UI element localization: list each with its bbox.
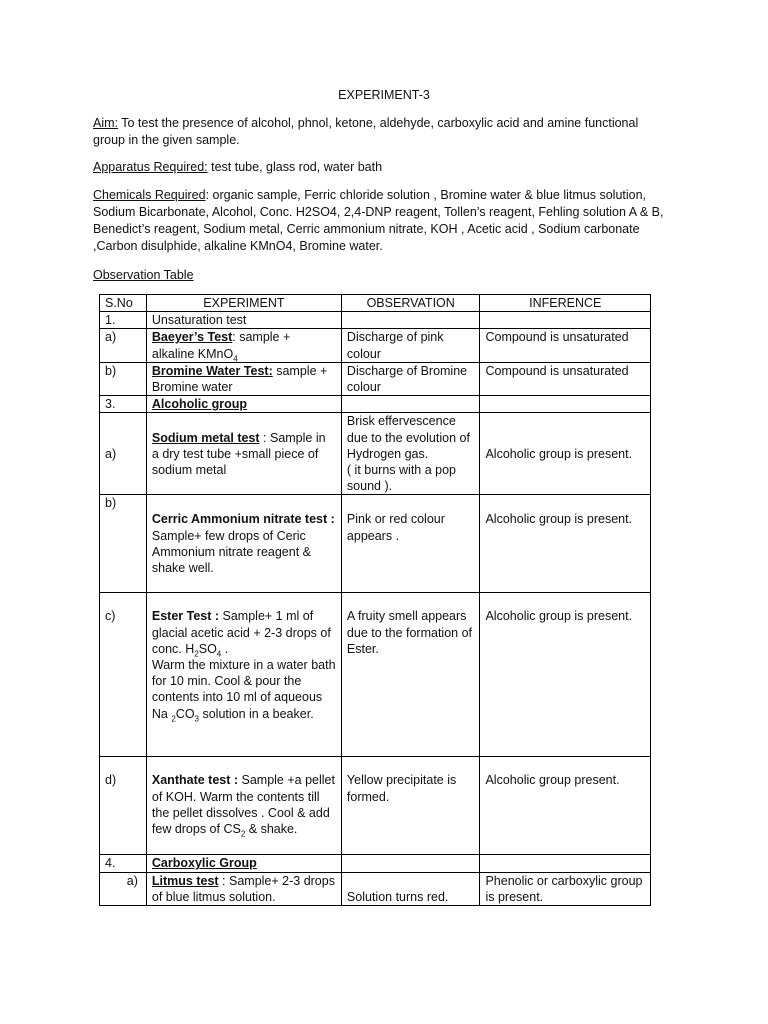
aim-text: To test the presence of alcohol, phnol, ketone, aldehyde, carboxylic acid and amine functional group in the given sample.	[93, 116, 639, 147]
row-number: d)	[100, 757, 147, 855]
apparatus-label: Apparatus Required:	[93, 160, 208, 174]
observation-cell: Discharge of pink colour	[341, 329, 480, 362]
observation-cell: Yellow precipitate is formed.	[341, 757, 480, 855]
section-title: Unsaturation test	[146, 312, 341, 329]
inference-cell: Compound is unsaturated	[480, 362, 651, 395]
chemicals-text: : organic sample, Ferric chloride solution , Bromine water & blue litmus solution, Sodium Bicarbonate, Alcohol, Conc. H2SO4, 2,4-DNP reagent, Tollen’s reagent, Fehling solution A & B, Benedict’s reagent, Sodium metal, Cerric ammonium nitrate, KOH , Acetic acid , Sodium carbonate ,Carbon disulphide, alkaline KMnO4, Bromine water.	[93, 188, 664, 253]
apparatus-text: test tube, glass rod, water bath	[207, 160, 383, 174]
table-row	[100, 872, 651, 905]
row-number: b)	[100, 362, 147, 395]
table-row	[100, 413, 651, 495]
table-row	[100, 396, 651, 413]
table-row	[100, 312, 651, 329]
aim-label: Aim:	[93, 116, 118, 130]
header-sno: S.No	[100, 295, 147, 312]
observation-cell: A fruity smell appears due to the formation of Ester.	[341, 593, 480, 757]
header-experiment: EXPERIMENT	[146, 295, 341, 312]
experiment-cell: Sodium metal test : Sample in a dry test tube +small piece of sodium metal	[146, 413, 341, 495]
inference-cell: Alcoholic group is present.	[480, 593, 651, 757]
test-name: Ester Test :	[151, 609, 220, 624]
row-number: 4.	[100, 855, 147, 872]
row-number: 1.	[100, 312, 147, 329]
observation-cell: Brisk effervescence due to the evolution of Hydrogen gas. ( it burns with a pop sound ).	[341, 413, 480, 495]
inference-cell: Alcoholic group present.	[480, 757, 651, 855]
observation-cell: Pink or red colour appears .	[341, 495, 480, 593]
experiment-cell: Bromine Water Test: sample + Bromine water	[146, 362, 341, 395]
test-name: Bromine Water Test:	[151, 363, 273, 378]
table-row	[100, 593, 651, 757]
table-row	[100, 329, 651, 362]
table-caption: Observation Table	[93, 268, 194, 282]
section-title: Carboxylic Group	[146, 855, 341, 872]
section-title: Alcoholic group	[146, 396, 341, 413]
row-number: a)	[100, 329, 147, 362]
aim-paragraph	[93, 115, 673, 149]
page-title: EXPERIMENT-3	[338, 88, 430, 102]
observation-cell: Discharge of Bromine colour	[341, 362, 480, 395]
table-row	[100, 757, 651, 855]
header-inference: INFERENCE	[480, 295, 651, 312]
row-number: a)	[100, 413, 147, 495]
test-name: Sodium metal test	[151, 430, 260, 445]
test-name: Cerric Ammonium nitrate test :	[151, 512, 335, 527]
experiment-cell: Xanthate test : Sample +a pellet of KOH. Warm the contents till the pellet dissolves . Cool & add few drops of $CS_2$ & shake.	[146, 757, 341, 855]
inference-cell: Compound is unsaturated	[480, 329, 651, 362]
chemicals-paragraph	[93, 187, 673, 255]
observation-cell: Solution turns red.	[341, 872, 480, 905]
table-row	[100, 855, 651, 872]
experiment-cell: Ester Test : Sample+ 1 ml of glacial acetic acid + 2-3 drops of conc. $H_2SO_4$ . Warm the mixture in a water bath for 10 min. Cool & pour the contents into 10 ml of aqueous Na $_2CO_3$ solution in a beaker.	[146, 593, 341, 757]
experiment-cell: Litmus test : Sample+ 2-3 drops of blue litmus solution.	[146, 872, 341, 905]
experiment-cell: Baeyer’s Test: sample + alkaline KMnO$_4$	[146, 329, 341, 362]
row-number: 3.	[100, 396, 147, 413]
row-number: a)	[100, 872, 147, 905]
test-name: Xanthate test :	[151, 773, 239, 788]
test-name: Litmus test	[151, 873, 219, 888]
chemicals-label: Chemicals Required	[93, 188, 206, 202]
row-number: b)	[100, 495, 147, 593]
header-observation: OBSERVATION	[341, 295, 480, 312]
inference-cell: Alcoholic group is present.	[480, 413, 651, 495]
table-row	[100, 362, 651, 395]
apparatus-paragraph	[93, 159, 673, 176]
inference-cell: Phenolic or carboxylic group is present.	[480, 872, 651, 905]
table-header-row	[100, 295, 651, 312]
experiment-cell: Cerric Ammonium nitrate test : Sample+ few drops of Ceric Ammonium nitrate reagent & shake well.	[146, 495, 341, 593]
test-name: Baeyer’s Test	[151, 330, 233, 345]
row-number: c)	[100, 593, 147, 757]
table-row	[100, 495, 651, 593]
observation-table	[99, 294, 651, 906]
inference-cell: Alcoholic group is present.	[480, 495, 651, 593]
